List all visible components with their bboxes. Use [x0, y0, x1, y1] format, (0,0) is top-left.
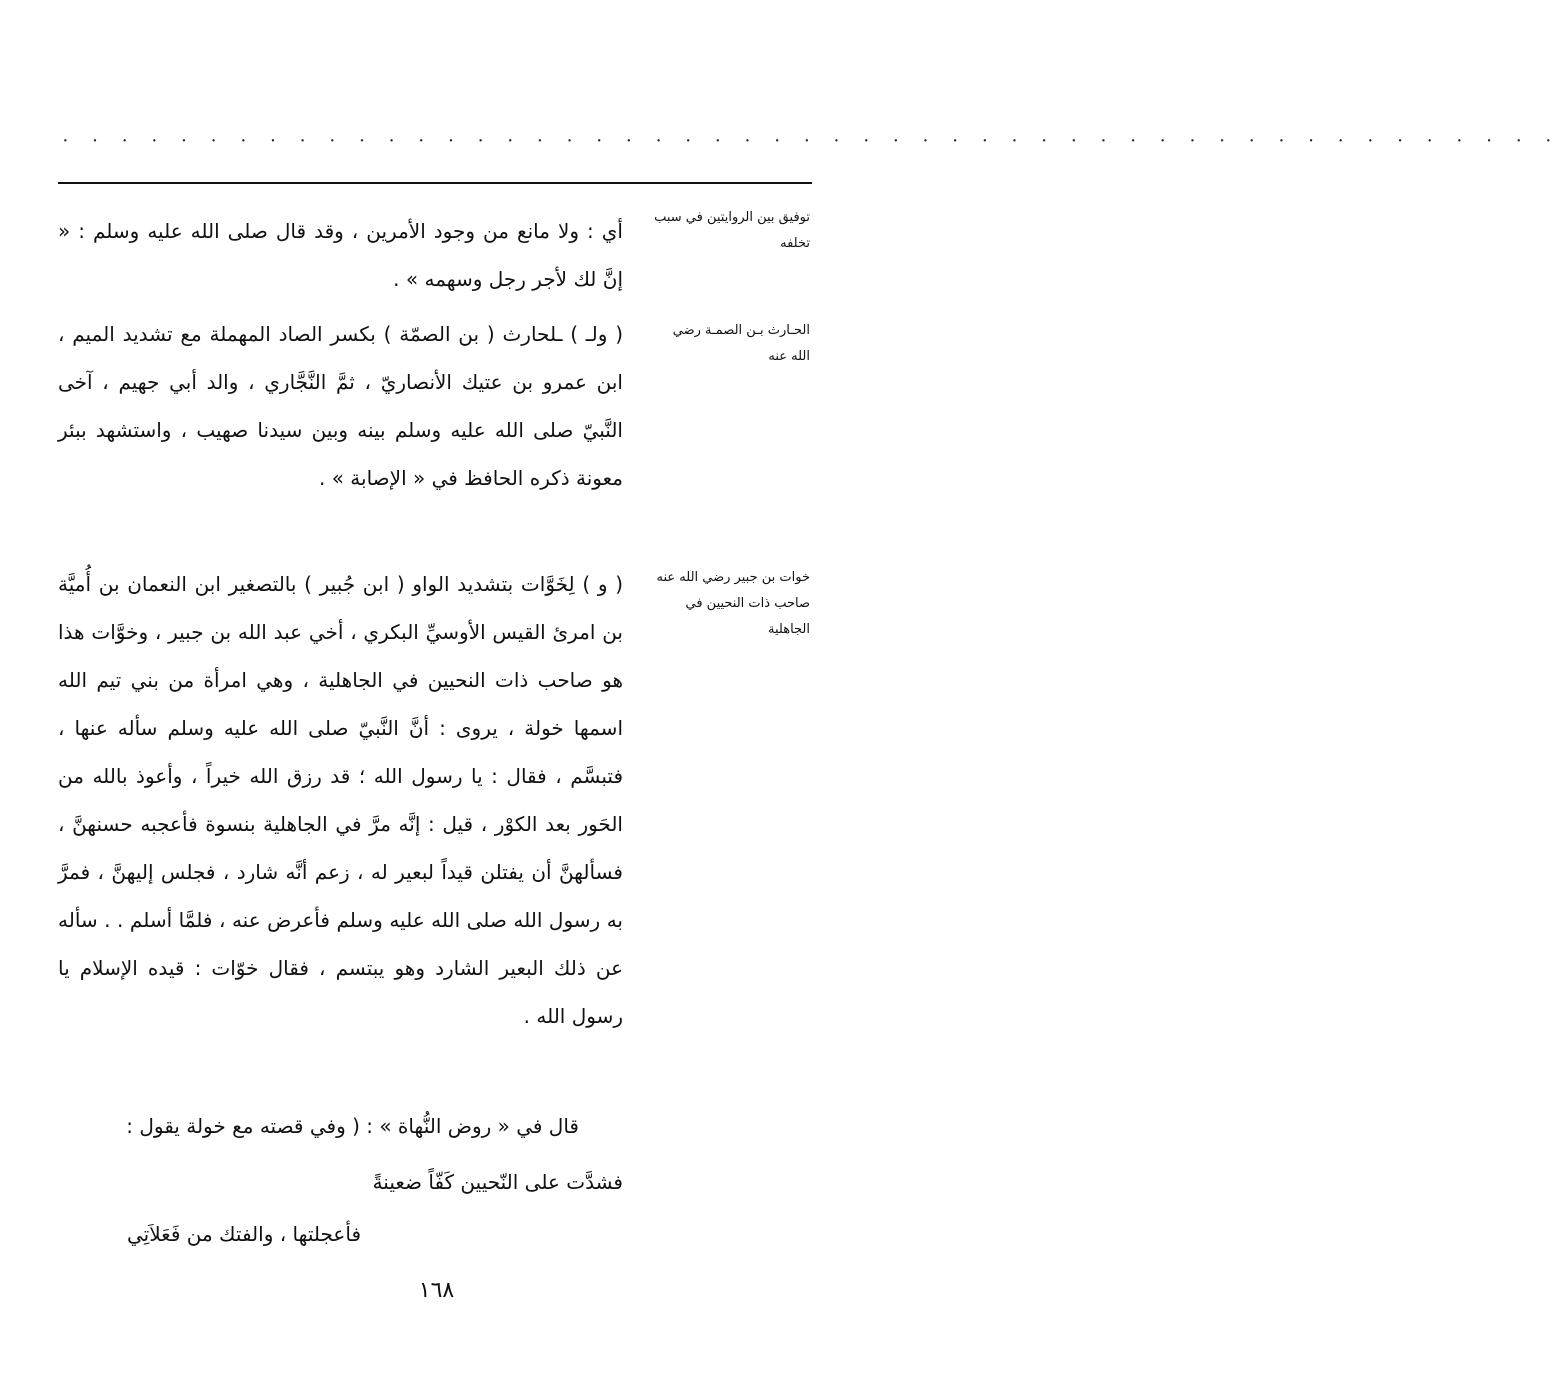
- paragraph: ( و ) لِخَوَّات بتشديد الواو ( ابن جُبير ) بالتصغير ابن النعمان بن أُميَّة بن امرئ القيس الأوسيِّ البكري ، أخي عبد الله بن جبير ، وخوَّات هذا هو صاحب ذات النحيين في الجاهلية ، وهي امرأة من بني تيم الله اسمها خولة ، يروى : أنَّ النَّبيّ صلى الله عليه وسلم سأله عنها ، فتبسَّم ، فقال : يا رسول الله ؛ قد رزق الله خيراً ، وأعوذ بالله من الحَور بعد الكوْر ، قيل : إنَّه مرَّ في الجاهلية بنسوة فأعجبه حسنهنَّ ، فسألهنَّ أن يفتلن قيداً لبعير له ، زعم أنَّه شارد ، فجلس إليهنَّ ، فمرَّ به رسول الله صلى الله عليه وسلم فأعرض عنه ، فلمَّا أسلم . . سأله عن ذلك البعير الشارد وهو يبتسم ، فقال خوّات : قيده الإسلام يا رسول الله .: [58, 572, 623, 1028]
- header-rule: [58, 182, 812, 184]
- main-text: [58, 310, 623, 502]
- decorative-dotted-line: · · · · · · · · · · · · · · · · · · · · · · · · · · · · · · · · · · · · · · · · · · · · · · · · · · ·: [62, 130, 1561, 152]
- page-number: ١٦٨: [418, 1278, 455, 1303]
- margin-note: توفيق بين الروايتين في سبب تخلفه: [654, 210, 810, 251]
- margin-note: الحـارث بـن الصمـة رضي الله عنه: [672, 323, 810, 364]
- verse-line: فشدَّت على النّحيين كَفّاً ضعينةً: [372, 1170, 623, 1194]
- main-text: [58, 560, 623, 1040]
- verse-intro: قال في « روض النُّهاة » : ( وفي قصته مع خولة يقول :: [126, 1114, 579, 1138]
- paragraph: أي : ولا مانع من وجود الأمرين ، وقد قال صلى الله عليه وسلم : « إنَّ لك لأجر رجل وسهمه » .: [58, 219, 623, 291]
- main-text: [58, 207, 623, 303]
- margin-note: خوات بن جبير رضي الله عنه صاحب ذات النحيين في الجاهلية: [656, 570, 810, 637]
- verse-line: فأعجلتها ، والفتك من فَعَلاَتِي: [127, 1222, 361, 1246]
- paragraph: ( ولـ ) ـلحارث ( بن الصمّة ) بكسر الصاد المهملة مع تشديد الميم ، ابن عمرو بن عتيك الأنصاريّ ، ثمَّ النَّجَّاري ، والد أبي جهيم ، آخى النَّبيّ صلى الله عليه وسلم بينه وبين سيدنا صهيب ، واستشهد ببئر معونة ذكره الحافظ في « الإصابة » .: [58, 322, 623, 490]
